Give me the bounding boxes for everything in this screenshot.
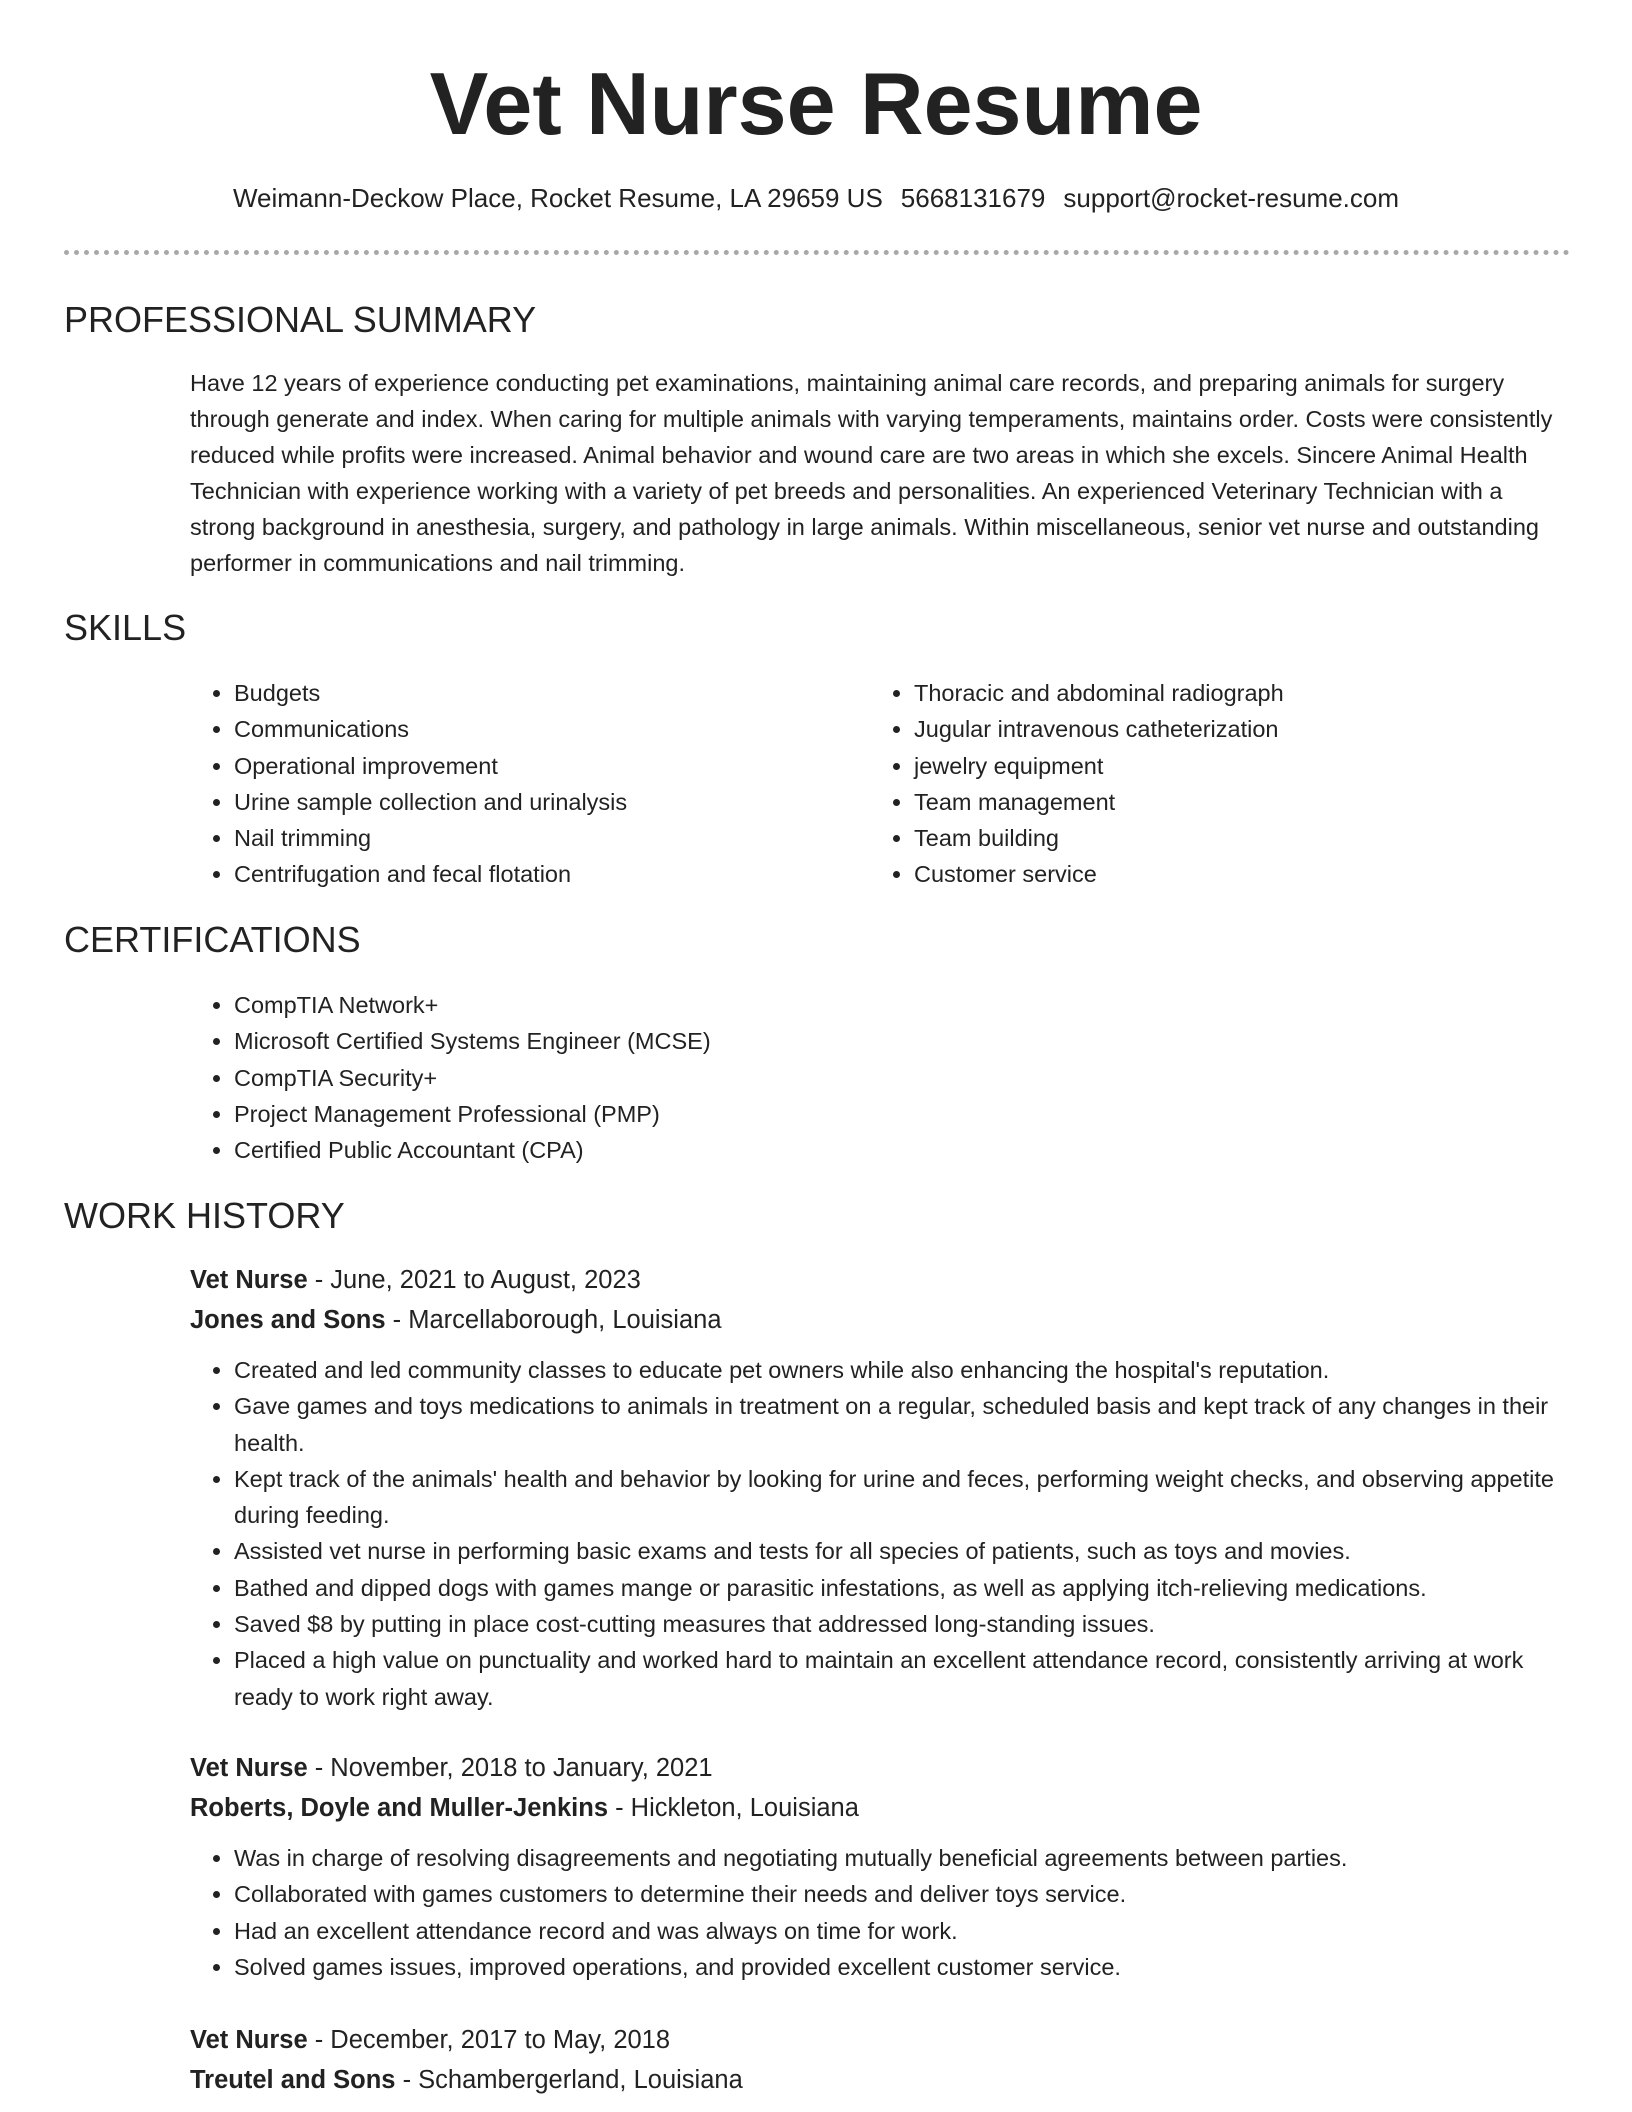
job-company-line — [190, 1300, 1570, 1340]
job-duty: • Placed a high value on punctuality and worked hard to maintain an excellent attendance record, consistently arriving at work ready to work right away. — [234, 1642, 1570, 1715]
job-duty: • Created and led community classes to educate pet owners while also enhancing the hospital's reputation. — [234, 1352, 1570, 1388]
job-duty: • Was in charge of resolving disagreements and negotiating mutually beneficial agreements between parties. — [234, 1840, 1570, 1876]
contact-line — [0, 178, 1632, 218]
skill-item: • Urine sample collection and urinalysis — [234, 784, 874, 820]
resume-title: Vet Nurse Resume — [429, 54, 1203, 153]
job-entry — [190, 2020, 1570, 2100]
job-entry — [190, 1260, 1570, 1715]
skill-item: • Nail trimming — [234, 820, 874, 856]
skill-item: • Team building — [914, 820, 1614, 856]
contact-phone: 5668131679 — [900, 183, 1046, 213]
job-title-line — [190, 2020, 1570, 2060]
skill-item: • Thoracic and abdominal radiograph — [914, 675, 1614, 711]
job-title-line — [190, 1748, 1570, 1788]
skills-list-left — [190, 675, 874, 893]
job-location: - Marcellaborough, Louisiana — [392, 1306, 722, 1334]
job-duty: • Solved games issues, improved operations, and provided excellent customer service. — [234, 1949, 1570, 1985]
skills-list-right — [870, 675, 1614, 893]
certification-item: • CompTIA Network+ — [234, 987, 1614, 1023]
contact-email: support@rocket-resume.com — [1063, 183, 1400, 213]
work-history-heading: WORK HISTORY — [64, 1195, 345, 1236]
skill-item: • Customer service — [914, 856, 1614, 892]
job-duty: • Bathed and dipped dogs with games mange or parasitic infestations, as well as applying itch-relieving medications. — [234, 1570, 1570, 1606]
certification-item: • Certified Public Accountant (CPA) — [234, 1132, 1614, 1168]
job-duty: • Saved $8 by putting in place cost-cutting measures that addressed long-standing issues. — [234, 1606, 1570, 1642]
skill-item: • Centrifugation and fecal flotation — [234, 856, 874, 892]
job-dates: - June, 2021 to August, 2023 — [314, 1266, 641, 1294]
job-company-line — [190, 2060, 1570, 2100]
job-duty: • Assisted vet nurse in performing basic exams and tests for all species of patients, such as toys and movies. — [234, 1533, 1570, 1569]
job-title: Vet Nurse — [190, 1266, 308, 1294]
skill-item: • Communications — [234, 711, 874, 747]
summary-heading: PROFESSIONAL SUMMARY — [64, 299, 537, 340]
summary-text: Have 12 years of experience conducting pet examinations, maintaining animal care records, and preparing animals for surgery through generate and index. When caring for multiple animals with varying temperaments, maintains order. Costs were consistently reduced while profits were increased. Animal behavior and wound care are two areas in which she excels. Sincere Animal Health Technician with experience working with a variety of pet breeds and personalities. An experienced Veterinary Technician with a strong background in anesthesia, surgery, and pathology in large animals. Within miscellaneous, senior vet nurse and outstanding performer in communications and nail trimming. — [190, 370, 1553, 576]
job-duty: • Collaborated with games customers to determine their needs and deliver toys service. — [234, 1876, 1570, 1912]
job-location: - Hickleton, Louisiana — [615, 1794, 859, 1822]
job-company: Jones and Sons — [190, 1306, 386, 1334]
skill-item: • Team management — [914, 784, 1614, 820]
certification-item: • Microsoft Certified Systems Engineer (MCSE) — [234, 1023, 1614, 1059]
job-duty: • Kept track of the animals' health and behavior by looking for urine and feces, performing weight checks, and observing appetite during feeding. — [234, 1461, 1570, 1534]
certifications-heading: CERTIFICATIONS — [64, 919, 361, 960]
skill-item: • jewelry equipment — [914, 748, 1614, 784]
job-title: Vet Nurse — [190, 1754, 308, 1782]
skills-heading: SKILLS — [64, 607, 187, 648]
job-company: Roberts, Doyle and Muller-Jenkins — [190, 1794, 609, 1822]
skill-item: • Operational improvement — [234, 748, 874, 784]
job-company: Treutel and Sons — [190, 2066, 396, 2094]
job-dates: - November, 2018 to January, 2021 — [314, 1754, 713, 1782]
job-entry — [190, 1748, 1570, 1985]
skill-item: • Budgets — [234, 675, 874, 711]
job-duties — [190, 1840, 1570, 1985]
certifications-list — [190, 987, 1614, 1168]
job-title: Vet Nurse — [190, 2026, 308, 2054]
certification-item: • CompTIA Security+ — [234, 1060, 1614, 1096]
job-title-line — [190, 1260, 1570, 1300]
job-duty: • Gave games and toys medications to animals in treatment on a regular, scheduled basis and kept track of any changes in their health. — [234, 1388, 1570, 1461]
skill-item: • Jugular intravenous catheterization — [914, 711, 1614, 747]
job-company-line — [190, 1788, 1570, 1828]
job-duties — [190, 1352, 1570, 1715]
contact-address: Weimann-Deckow Place, Rocket Resume, LA 29659 US — [232, 183, 883, 213]
job-location: - Schambergerland, Louisiana — [402, 2066, 743, 2094]
job-dates: - December, 2017 to May, 2018 — [314, 2026, 671, 2054]
job-duty: • Had an excellent attendance record and was always on time for work. — [234, 1913, 1570, 1949]
header-divider — [64, 250, 1570, 255]
certification-item: • Project Management Professional (PMP) — [234, 1096, 1614, 1132]
